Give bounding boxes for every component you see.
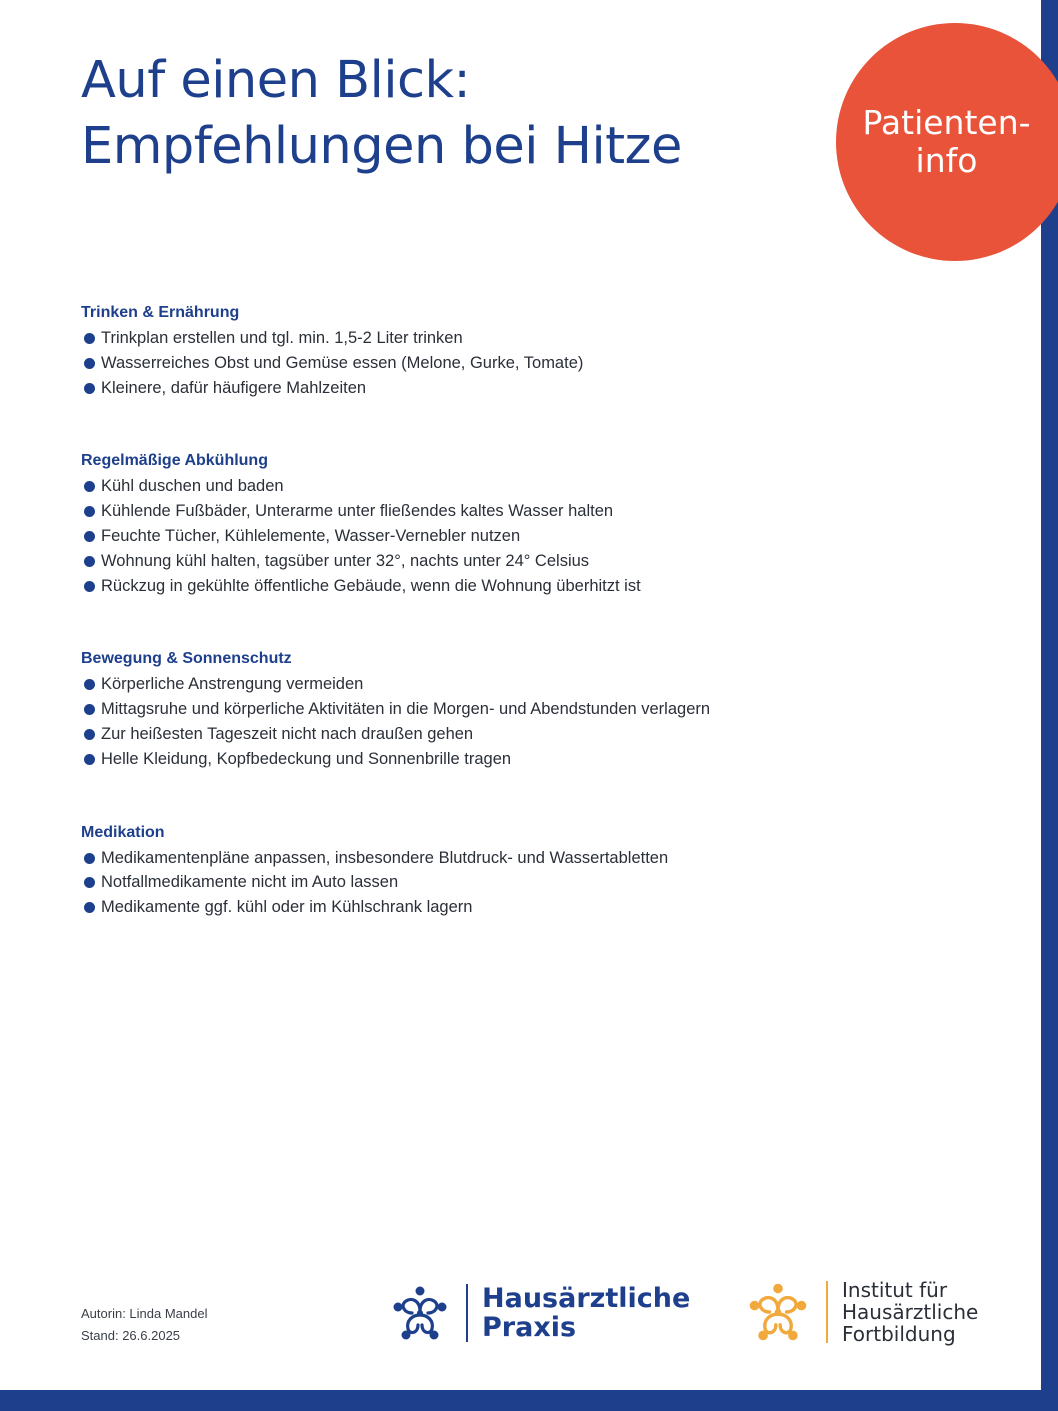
bullet-dot-icon: [84, 729, 95, 740]
bullet-dot-icon: [84, 581, 95, 592]
bottom-edge-bar: [0, 1390, 1058, 1411]
institut-logo-icon: [746, 1280, 810, 1344]
list-item: Feuchte Tücher, Kühlelemente, Wasser-Vernebler nutzen: [81, 524, 981, 549]
list-item: Körperliche Anstrengung vermeiden: [81, 672, 981, 697]
hausaerztliche-praxis-logo: [390, 1283, 690, 1343]
hausaerztliche-praxis-wordmark: Hausärztliche Praxis: [482, 1283, 691, 1343]
bullet-dot-icon: [84, 704, 95, 715]
list-item: Mittagsruhe und körperliche Aktivitäten in die Morgen- und Abendstunden verlagern: [81, 697, 981, 722]
logo-divider: [466, 1284, 468, 1342]
section-bewegung-sonnenschutz: [81, 648, 981, 771]
section-heading: Bewegung & Sonnenschutz: [81, 650, 292, 668]
date-text: Stand: 26.6.2025: [81, 1328, 181, 1343]
patienteninfo-badge: [836, 23, 1058, 261]
institut-wordmark: Institut für Hausärztliche Fortbildung: [842, 1278, 979, 1346]
recommendations-content: [81, 302, 981, 970]
badge-line-1: Patienten-: [862, 103, 1031, 142]
list-item: Medikamente ggf. kühl oder im Kühlschrank lagern: [81, 895, 981, 920]
bullet-dot-icon: [84, 556, 95, 567]
list-item: Wasserreiches Obst und Gemüse essen (Melone, Gurke, Tomate): [81, 351, 981, 376]
list-item: Rückzug in gekühlte öffentliche Gebäude, wenn die Wohnung überhitzt ist: [81, 574, 981, 599]
list-item: Kühlende Fußbäder, Unterarme unter fließendes kaltes Wasser halten: [81, 499, 981, 524]
list-item: Wohnung kühl halten, tagsüber unter 32°, nachts unter 24° Celsius: [81, 549, 981, 574]
page-title-line-2: Empfehlungen bei Hitze: [81, 117, 682, 176]
section-regelmaessige-abkuehlung: [81, 450, 981, 598]
bullet-list: [81, 326, 981, 400]
page-title-line-1: Auf einen Blick:: [81, 51, 471, 110]
list-item: Zur heißesten Tageszeit nicht nach draußen gehen: [81, 722, 981, 747]
badge-line-2: info: [915, 141, 978, 180]
list-item: Notfallmedikamente nicht im Auto lassen: [81, 870, 981, 895]
bullet-dot-icon: [84, 333, 95, 344]
section-heading: Trinken & Ernährung: [81, 304, 240, 321]
list-item: Kleinere, dafür häufigere Mahlzeiten: [81, 376, 981, 401]
bullet-dot-icon: [84, 679, 95, 690]
bullet-list: [81, 846, 981, 920]
page-title: [81, 48, 682, 180]
bullet-dot-icon: [84, 481, 95, 492]
bullet-dot-icon: [84, 531, 95, 542]
bullet-dot-icon: [84, 902, 95, 913]
institut-fortbildung-logo: [746, 1279, 978, 1345]
bullet-dot-icon: [84, 358, 95, 369]
section-heading: Medikation: [81, 823, 165, 841]
section-medikation: [81, 822, 981, 920]
bullet-list: [81, 474, 981, 598]
section-trinken-ernaehrung: [81, 302, 981, 400]
hausaerztliche-praxis-logo-icon: [390, 1283, 450, 1343]
bullet-list: [81, 672, 981, 771]
section-heading: Regelmäßige Abkühlung: [81, 452, 268, 470]
list-item: Trinkplan erstellen und tgl. min. 1,5-2 Liter trinken: [81, 326, 981, 351]
bullet-dot-icon: [84, 506, 95, 517]
list-item: Kühl duschen und baden: [81, 474, 981, 499]
logo-divider: [826, 1281, 828, 1343]
bullet-dot-icon: [84, 383, 95, 394]
bullet-dot-icon: [84, 853, 95, 864]
document-meta: [81, 1303, 207, 1347]
bullet-dot-icon: [84, 754, 95, 765]
bullet-dot-icon: [84, 877, 95, 888]
author-text: Autorin: Linda Mandel: [81, 1306, 208, 1321]
list-item: Helle Kleidung, Kopfbedeckung und Sonnenbrille tragen: [81, 747, 981, 772]
list-item: Medikamentenpläne anpassen, insbesondere Blutdruck- und Wassertabletten: [81, 846, 981, 871]
